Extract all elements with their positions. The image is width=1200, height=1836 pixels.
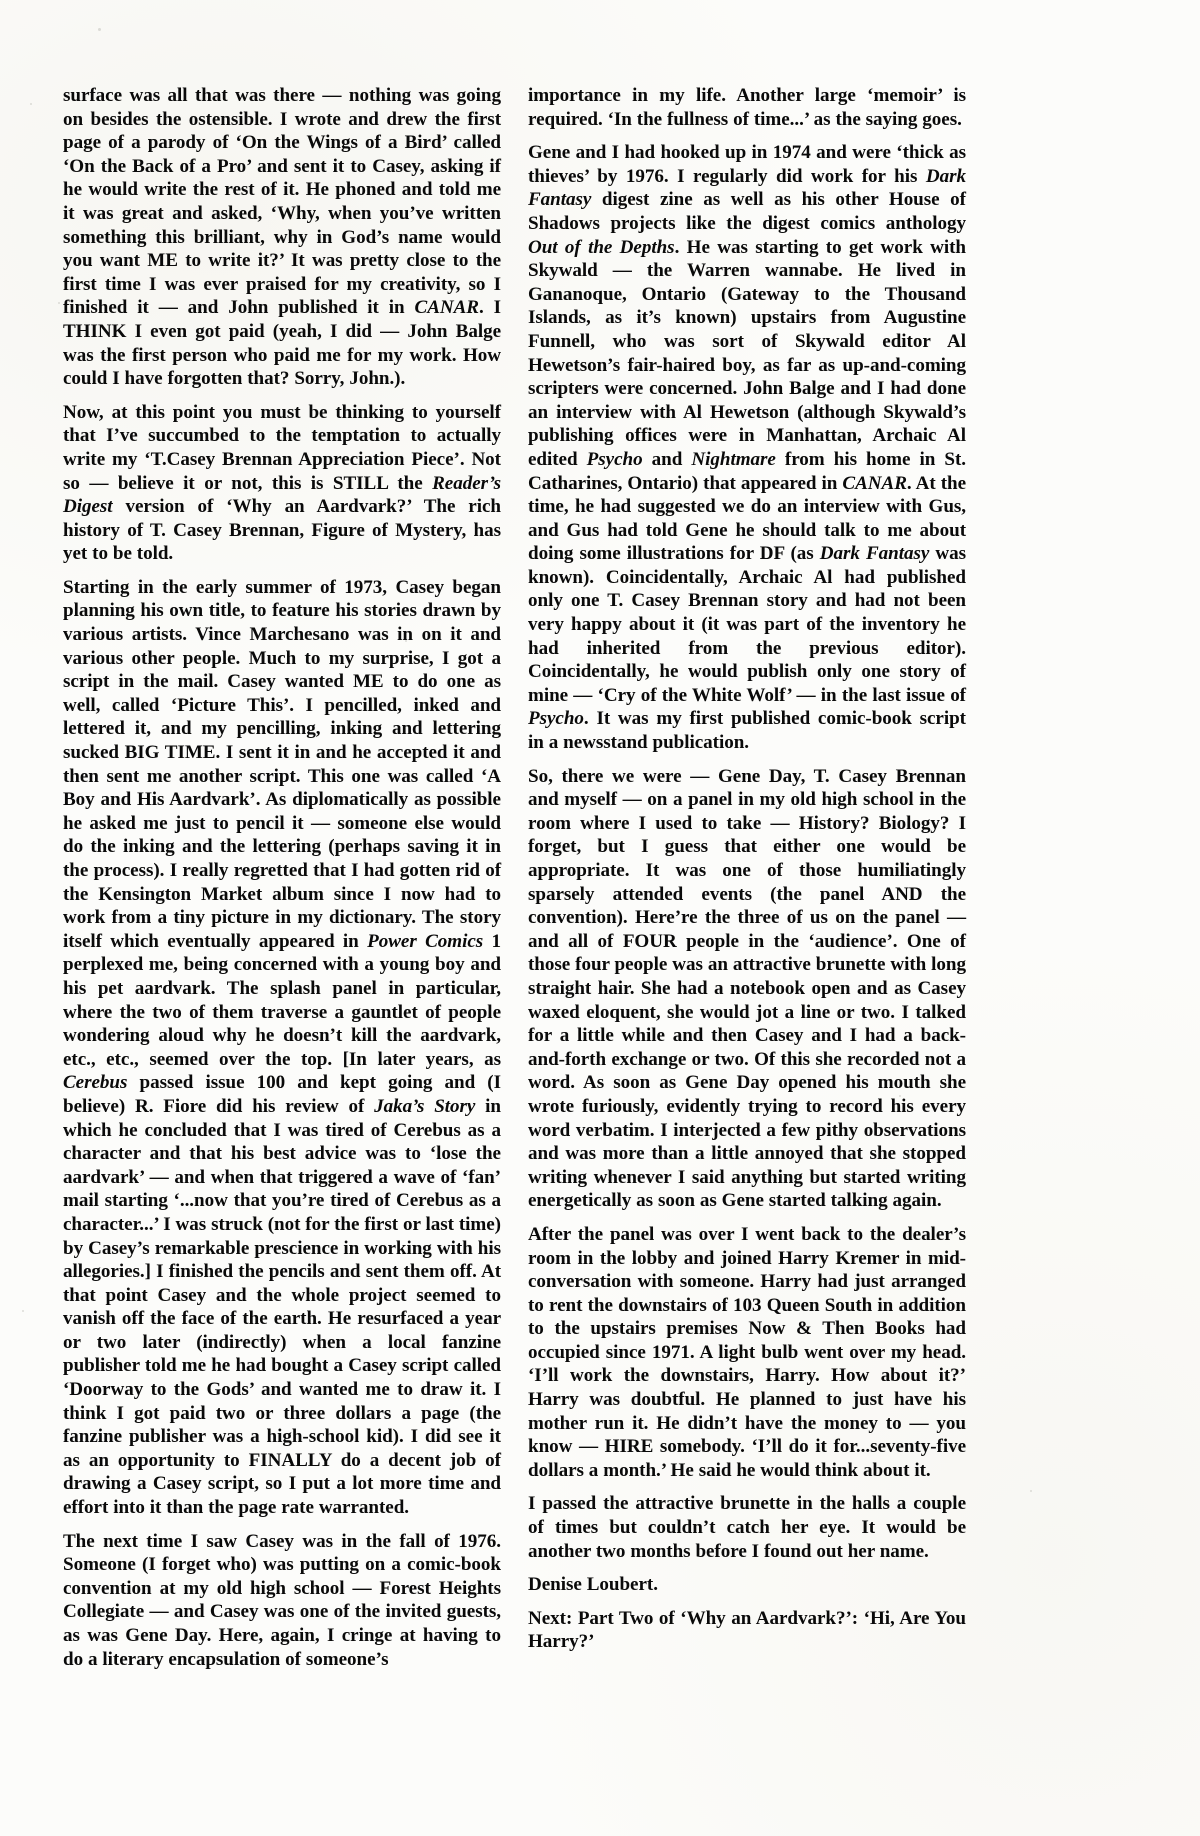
paragraph: surface was all that was there — nothing was going on besides the ostensible. I wrote and drew the first page of a parody of ‘On the Wings of a Bird’ called ‘On the Back of a Pro’ and sent it to Casey, asking if he would write the rest of it. He phoned and told me it was great and asked, ‘Why, when you’ve written something this brilliant, why in God’s name would you want ME to write it?’ It was pretty close to the first time I was ever praised for my creativity, so I finished it — and John published it in CANAR. I THINK I even got paid (yeah, I did — John Balge was the first person who paid me for my work. How could I have forgotten that? Sorry, John.). bbox=[63, 85, 502, 390]
paragraph: Now, at this point you must be thinking to yourself that I’ve succumbed to the temptation to actually write my ‘T.Casey Brennan Appreciation Piece’. Not so — believe it or not, this is STILL the Reader’s Digest version of ‘Why an Aardvark?’ The rich history of T. Casey Brennan, Figure of Mystery, has yet to be told. bbox=[63, 401, 501, 565]
italic-title: Dark Fantasy bbox=[528, 165, 966, 211]
italic-title: Reader’s Digest bbox=[63, 472, 501, 518]
italic-title: Cerebus bbox=[63, 1072, 128, 1094]
paragraph: importance in my life. Another large ‘memoir’ is required. ‘In the fullness of time...’ as the saying goes. bbox=[528, 85, 966, 130]
paragraph: Next: Part Two of ‘Why an Aardvark?’: ‘Hi, Are You Harry?’ bbox=[528, 1607, 966, 1653]
article-columns bbox=[63, 84, 966, 1724]
italic-title: CANAR bbox=[414, 297, 479, 319]
italic-title: Psycho bbox=[586, 448, 643, 470]
paragraph: Gene and I had hooked up in 1974 and were ‘thick as thieves’ by 1976. I regularly did work for his Dark Fantasy digest zine as well as his other House of Shadows projects like the digest comics anthology Out of the Depths. He was starting to get work with Skywald — the Warren wannabe. He lived in Gananoque, Ontario (Gateway to the Thousand Islands, as it’s known) upstairs from Augustine Funnell, who was sort of Skywald editor Al Hewetson’s fair-haired boy, as far as up-and-coming scripters were concerned. John Balge and I had done an interview with Al Hewetson (although Skywald’s publishing offices were in Manhattan, Archaic Al edited Psycho and Nightmare from his home in St. Catharines, Ontario) that appeared in CANAR. At the time, he had suggested we do an interview with Gus, and Gus had told Gene he should talk to me about doing some illustrations for DF (as Dark Fantasy was known). Coincidentally, Archaic Al had published only one T. Casey Brennan story and had not been very happy about it (it was part of the inventory he had inherited from the previous editor). Coincidentally, he would publish only one story of mine — ‘Cry of the White Wolf’ — in the last issue of Psycho. It was my first published comic-book script in a newsstand publication. bbox=[528, 142, 967, 754]
paragraph: So, there we were — Gene Day, T. Casey Brennan and myself — on a panel in my old high school in the room where I used to take — History? Biology? I forget, but I guess that either one would be appropriate. It was one of those humiliatingly sparsely attended events (the panel AND the convention). Here’re the three of us on the panel — and all of FOUR people in the ‘audience’. One of those four people was an attractive brunette with long straight hair. She had a notebook open and as Casey waxed eloquent, she would jot a line or two. I talked for a little while and then Casey and I had a back-and-forth exchange or two. Of this she recorded not a word. As soon as Gene Day opened his mouth she wrote furiously, evidently trying to record his every word verbatim. I interjected a few pithy observations and was more than a little annoyed that she stopped writing whenever I said anything but started writing energetically as soon as Gene started talking again. bbox=[528, 765, 966, 1212]
paragraph: The next time I saw Casey was in the fall of 1976. Someone (I forget who) was putting on a comic-book convention at my old high school — Forest Heights Collegiate — and Casey was one of the invited guests, as was Gene Day. Here, again, I cringe at having to do a literary encapsulation of someone’s bbox=[63, 1530, 501, 1670]
italic-title: Psycho bbox=[528, 708, 584, 730]
paragraph: After the panel was over I went back to the dealer’s room in the lobby and joined Harry Kremer in mid-conversation with someone. Harry had just arranged to rent the downstairs of 103 Queen South in addition to the upstairs premises Now & Then Books had occupied since 1971. A light bulb went over my head. ‘I’ll work the downstairs, Harry. How about it?’ Harry was doubtful. He planned to just have his mother run it. He didn’t have the money to — you know — HIRE somebody. ‘I’ll do it for...seventy-five dollars a month.’ He said he would think about it. bbox=[528, 1223, 966, 1481]
italic-title: Power Comics bbox=[367, 930, 484, 952]
italic-title: Dark Fantasy bbox=[819, 543, 930, 565]
paragraph: Denise Loubert. bbox=[528, 1574, 658, 1596]
italic-title: CANAR bbox=[842, 472, 907, 494]
italic-title: Out of the Depths bbox=[528, 236, 675, 258]
paragraph: I passed the attractive brunette in the halls a couple of times but couldn’t catch her eye. It would be another two months before I found out her name. bbox=[528, 1493, 966, 1562]
left-column bbox=[63, 84, 501, 1724]
italic-title: Nightmare bbox=[691, 448, 776, 470]
italic-title: Jaka’s Story bbox=[374, 1095, 476, 1117]
right-column bbox=[528, 84, 966, 1724]
paragraph: Starting in the early summer of 1973, Casey began planning his own title, to feature his stories drawn by various artists. Vince Marchesano was in on it and various other people. Much to my surprise, I got a script in the mail. Casey wanted ME to do one as well, called ‘Picture This’. I pencilled, inked and lettered it, and my pencilling, inking and lettering sucked BIG TIME. I sent it in and he accepted it and then sent me another script. This one was called ‘A Boy and His Aardvark’. As diplomatically as possible he asked me just to pencil it — someone else would do the inking and the lettering (perhaps saving it in the process). I really regretted that I had gotten rid of the Kensington Market album since I now had to work from a tiny picture in my dictionary. The story itself which eventually appeared in Power Comics 1 perplexed me, being concerned with a young boy and his pet aardvark. The splash panel in particular, where the two of them traverse a gauntlet of people wondering aloud why he doesn’t kill the aardvark, etc., etc., seemed over the top. [In later years, as Cerebus passed issue 100 and kept going and (I believe) R. Fiore did his review of Jaka’s Story in which he concluded that I was tired of Cerebus as a character and that his best advice was to ‘lose the aardvark’ — and when that triggered a wave of ‘fan’ mail starting ‘...now that you’re tired of Cerebus as a character...’ I was struck (not for the first or last time) by Casey’s remarkable prescience in working with his allegories.] I finished the pencils and sent them off. At that point Casey and the whole project seemed to vanish off the face of the earth. He resurfaced a year or two later (indirectly) when a local fanzine publisher told me he had bought a Casey script called ‘Doorway to the Gods’ and wanted me to draw it. I think I got paid two or three dollars a page (the fanzine publisher was a high-school kid). I did see it as an opportunity to FINALLY do a decent job of drawing a Casey script, so I put a lot more time and effort into it than the page rate warranted. bbox=[63, 576, 502, 1519]
